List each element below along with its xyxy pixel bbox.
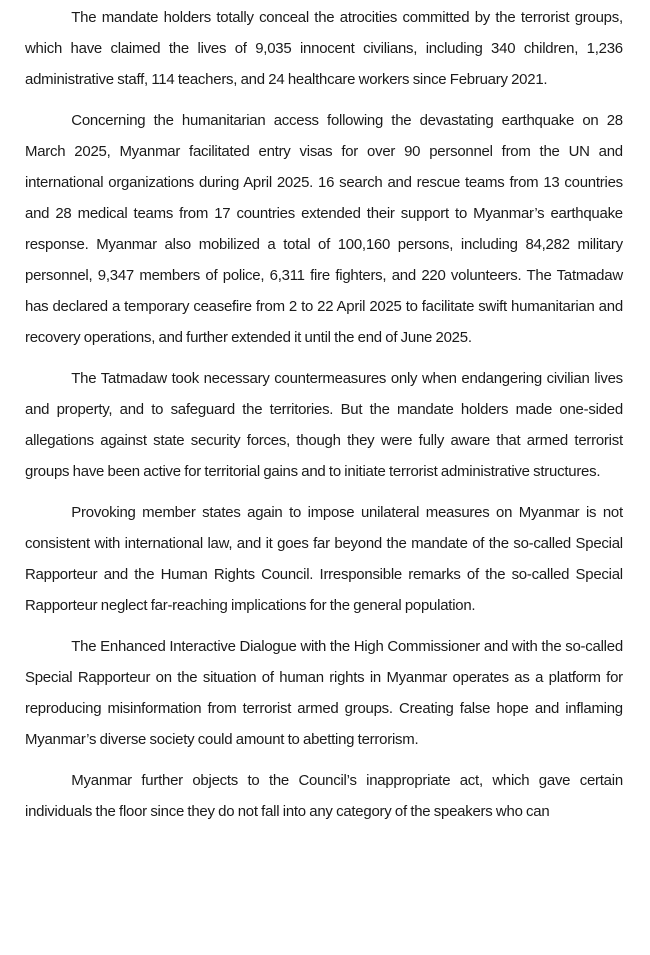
paragraph-countermeasures: The Tatmadaw took necessary countermeasures only when endangering civilian lives and property, and to safeguard the territories. But the mandate holders made one-sided allegations against state security forces, though they were fully aware that armed terrorist groups have been active for territorial gains and to initiate terrorist administrative structures. (25, 370, 623, 480)
paragraph-unilateral-measures: Provoking member states again to impose unilateral measures on Myanmar is not consistent with international law, and it goes far beyond the mandate of the so-called Special Rapporteur and the Human Rights Council. Irresponsible remarks of the so-called Special Rapporteur neglect far-reaching implications for the general population. (25, 504, 623, 614)
document-page (25, 2, 632, 837)
paragraph-humanitarian-access: Concerning the humanitarian access following the devastating earthquake on 28 March 2025, Myanmar facilitated entry visas for over 90 personnel from the UN and international organizations during April 2025. 16 search and rescue teams from 13 countries and 28 medical teams from 17 countries extended their support to Myanmar’s earthquake response. Myanmar also mobilized a total of 100,160 persons, including 84,282 military personnel, 9,347 members of police, 6,311 fire fighters, and 220 volunteers. The Tatmadaw has declared a temporary ceasefire from 2 to 22 April 2025 to facilitate swift humanitarian and recovery operations, and further extended it until the end of June 2025. (25, 112, 623, 346)
paragraph-council-objection: Myanmar further objects to the Council’s inappropriate act, which gave certain individuals the floor since they do not fall into any category of the speakers who can (25, 772, 623, 820)
paragraph-interactive-dialogue: The Enhanced Interactive Dialogue with the High Commissioner and with the so-called Special Rapporteur on the situation of human rights in Myanmar operates as a platform for reproducing misinformation from terrorist armed groups. Creating false hope and inflaming Myanmar’s diverse society could amount to abetting terrorism. (25, 638, 623, 748)
paragraph-terrorist-atrocities: The mandate holders totally conceal the atrocities committed by the terrorist groups, which have claimed the lives of 9,035 innocent civilians, including 340 children, 1,236 administrative staff, 114 teachers, and 24 healthcare workers since February 2021. (25, 9, 623, 88)
